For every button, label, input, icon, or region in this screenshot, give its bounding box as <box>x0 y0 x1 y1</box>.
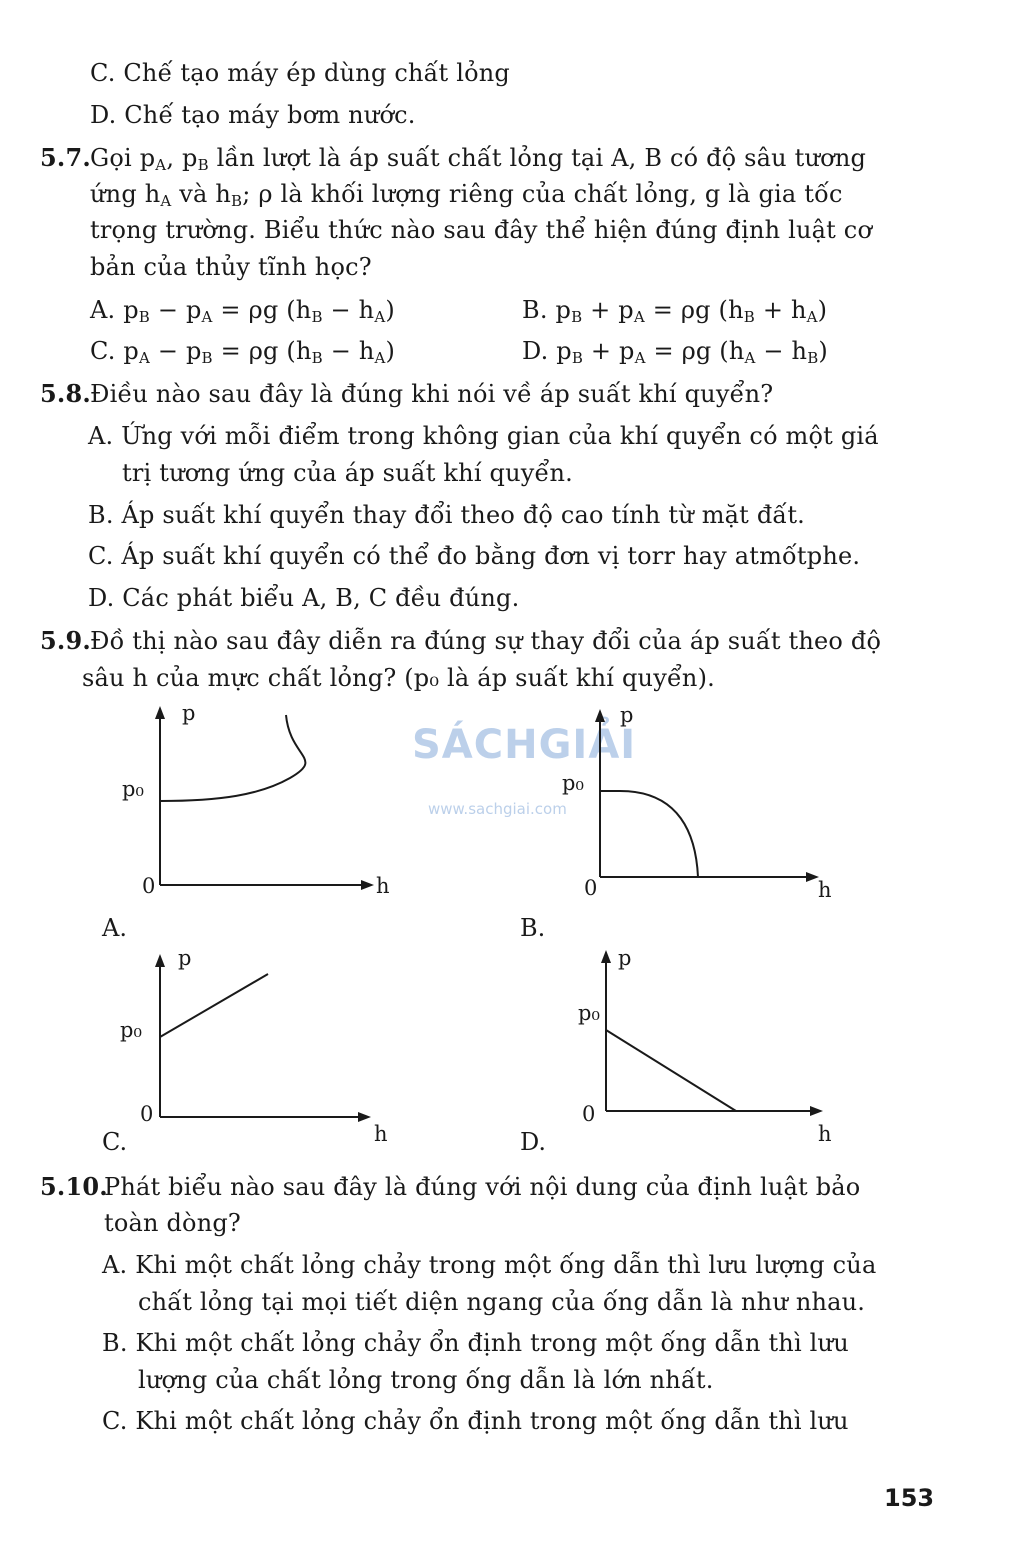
graph-c-label: C. <box>102 1128 128 1156</box>
q510-option-a-line-1: A. Khi một chất lỏng chảy trong một ống dẫn thì lưu lượng của <box>102 1251 877 1279</box>
graph-d-axis-p: p <box>618 946 632 970</box>
q57-stem-line-3: trọng trường. Biểu thức nào sau đây thể hiện đúng định luật cơ <box>90 216 873 244</box>
graph-d-label: D. <box>520 1128 547 1156</box>
q58-option-a-line-1: A. Ứng với mỗi điểm trong không gian của khí quyển có một giá <box>88 422 879 450</box>
graph-b <box>560 700 860 910</box>
graph-c-origin: 0 <box>140 1102 154 1126</box>
page-number: 153 <box>884 1484 935 1512</box>
graph-b-axis-p: p <box>620 703 634 727</box>
q59-number: 5.9. <box>40 626 91 655</box>
graph-c-p0: p₀ <box>120 1018 142 1042</box>
q58-option-b: B. Áp suất khí quyển thay đổi theo độ cao tính từ mặt đất. <box>88 501 805 529</box>
q59-stem-line-1: Đồ thị nào sau đây diễn ra đúng sự thay đổi của áp suất theo độ <box>90 627 882 655</box>
q58-number: 5.8. <box>40 379 91 408</box>
q510-option-b-line-1: B. Khi một chất lỏng chảy ổn định trong một ống dẫn thì lưu <box>102 1329 849 1357</box>
q58-option-c: C. Áp suất khí quyển có thể đo bằng đơn vị torr hay atmốtphe. <box>88 542 861 570</box>
graph-a-origin: 0 <box>142 874 156 898</box>
q510-stem-line-1: Phát biểu nào sau đây là đúng với nội dung của định luật bảo <box>104 1173 861 1201</box>
q57-stem-line-1: Gọi $p_A$, $p_B$ lần lượt là áp suất chất lỏng tại A, B có độ sâu tương <box>90 144 867 174</box>
graph-a <box>110 700 410 910</box>
prev-option-c: C. Chế tạo máy ép dùng chất lỏng <box>90 59 510 87</box>
prev-option-d: D. Chế tạo máy bơm nước. <box>90 101 416 129</box>
graph-d <box>560 945 860 1145</box>
q59-stem-line-2: sâu h của mực chất lỏng? (p₀ là áp suất khí quyển). <box>82 664 715 692</box>
q57-option-d: D. $p_B + p_A = \rho g$ $(h_A - h_B)$ <box>522 337 828 367</box>
q57-option-a: A. $p_B - p_A = \rho g$ $(h_B - h_A)$ <box>90 296 395 326</box>
watermark-url: www.sachgiai.com <box>428 800 567 818</box>
q57-stem-line-4: bản của thủy tĩnh học? <box>90 253 372 281</box>
graph-a-label: A. <box>102 914 127 942</box>
graph-b-p0: p₀ <box>562 771 584 795</box>
graph-b-axis-h: h <box>818 878 832 902</box>
q57-stem-line-2: ứng $h_A$ và $h_B$; ρ là khối lượng riêng của chất lỏng, g là gia tốc <box>90 180 843 210</box>
q58-option-d: D. Các phát biểu A, B, C đều đúng. <box>88 584 520 612</box>
q510-option-c-line-1: C. Khi một chất lỏng chảy ổn định trong một ống dẫn thì lưu <box>102 1407 849 1435</box>
graph-d-origin: 0 <box>582 1102 596 1126</box>
q510-stem-line-2: toàn dòng? <box>104 1209 241 1237</box>
graph-a-axis-p: p <box>182 701 196 725</box>
q57-option-b: B. $p_B + p_A = \rho g$ $(h_B + h_A)$ <box>522 296 828 326</box>
q58-stem: Điều nào sau đây là đúng khi nói về áp suất khí quyển? <box>90 380 774 408</box>
graph-b-origin: 0 <box>584 876 598 900</box>
q58-option-a-line-2: trị tương ứng của áp suất khí quyển. <box>122 459 573 487</box>
q510-option-b-line-2: lượng của chất lỏng trong ống dẫn là lớn nhất. <box>138 1366 714 1394</box>
graph-a-p0: p₀ <box>122 777 144 801</box>
graph-b-label: B. <box>520 914 546 942</box>
graph-c-axis-h: h <box>374 1122 388 1145</box>
graph-d-p0: p₀ <box>578 1001 600 1025</box>
graph-a-axis-h: h <box>376 874 390 898</box>
graph-c <box>110 945 410 1145</box>
q510-option-a-line-2: chất lỏng tại mọi tiết diện ngang của ống dẫn là như nhau. <box>138 1288 866 1316</box>
q57-option-c: C. $p_A - p_B = \rho g$ $(h_B - h_A)$ <box>90 337 396 367</box>
graph-c-axis-p: p <box>178 946 192 970</box>
graph-d-axis-h: h <box>818 1122 832 1145</box>
q510-number: 5.10. <box>40 1172 108 1201</box>
watermark-logo: SÁCHGIẢI <box>412 722 637 768</box>
q57-number: 5.7. <box>40 143 91 172</box>
